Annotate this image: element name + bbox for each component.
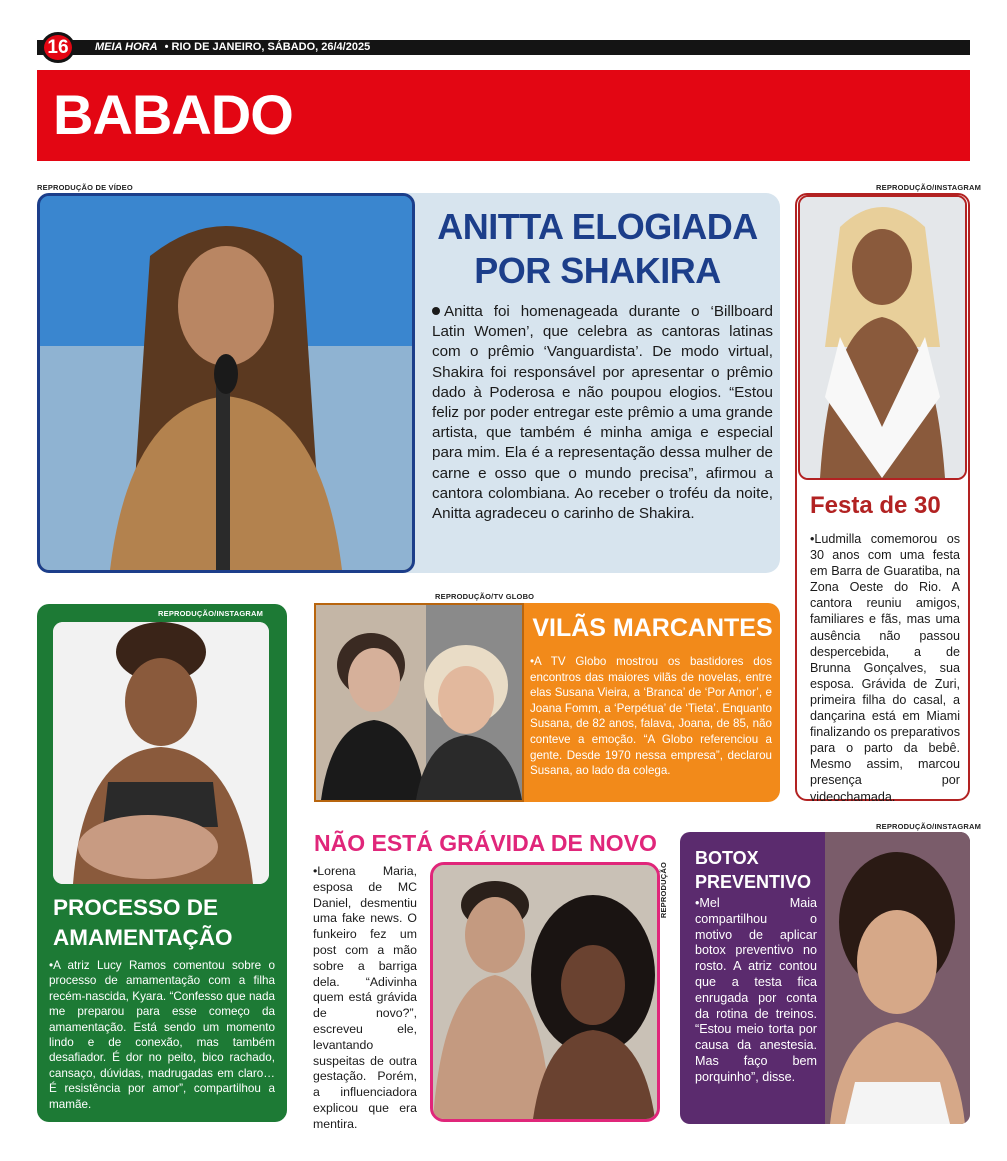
purple-story-photo bbox=[825, 832, 970, 1124]
purple-story-headline bbox=[695, 846, 820, 894]
photo-credit-right: REPRODUÇÃO/INSTAGRAM bbox=[876, 183, 982, 192]
green-story-photo bbox=[53, 622, 269, 884]
couple-illustration bbox=[433, 865, 657, 1119]
photo-credit-orange: REPRODUÇÃO/TV GLOBO bbox=[435, 592, 535, 601]
green-story-headline bbox=[53, 893, 283, 953]
headline-line-1: PROCESSO DE bbox=[53, 895, 219, 920]
headline-line-2: PREVENTIVO bbox=[695, 872, 812, 892]
dateline-text: • RIO DE JANEIRO, SÁBADO, 26/4/2025 bbox=[164, 41, 371, 53]
right-story-headline: Festa de 30 bbox=[810, 492, 941, 519]
orange-story-photo bbox=[314, 603, 524, 802]
headline-line-1: BOTOX bbox=[695, 848, 759, 868]
photo-credit-pink: REPRODUÇÃO bbox=[659, 862, 668, 919]
pink-story-body: •Lorena Maria, esposa de MC Daniel, desmentiu uma fake news. O funkeiro fez um post com a mão sobre a barriga dela. “Adivinha quem está grávida de novo?”, escreveu ele, levantando suspeitas de outra gestação. Porém, a influenciadora explicou que era mentira. bbox=[313, 864, 417, 1131]
bullet-icon bbox=[432, 307, 440, 315]
photo-credit-green: REPRODUÇÃO/INSTAGRAM bbox=[158, 609, 264, 618]
actress-selfie-illustration bbox=[825, 832, 970, 1124]
main-story-text: Anitta foi homenageada durante o ‘Billboard Latin Women’, que celebra as cantoras latinas com o prêmio ‘Vanguardista’. De modo virtual, Shakira foi responsável por apresentar o prêmio dado à Poderosa e não poupou elogios. “Estou feliz por poder entregar este prêmio a uma grande artista, que também é minha amiga e especial para mim. Ela é a representação dessa mulher de carne e osso que o mundo precisa”, afirmou a cantora colombiana. Ao receber o troféu da noite, Anitta agradeceu o carinho de Shakira. bbox=[432, 303, 773, 523]
orange-story-headline: VILÃS MARCANTES bbox=[532, 614, 773, 642]
orange-story-body: •A TV Globo mostrou os bastidores dos encontros das maiores vilãs de novelas, entre elas Susana Vieira, a ‘Branca’ de ‘Por Amor’, e Joana Fomm, a ‘Perpétua’ de ‘Tieta’. Enquanto Susana, de 82 anos, falava, Joana, de 85, não conteve a emoção. “A Globo referenciou a gente. Desde 1970 nessa empresa”, declarou Susana, ao lado da colega. bbox=[530, 655, 772, 778]
purple-story-body: •Mel Maia compartilhou o motivo de aplicar botox preventivo no rosto. A atriz contou que a testa fica enrugada por conta da rotina de treinos. “Estou meio torta por causa da anestesia. Mas faço bem porquinho”, disse. bbox=[695, 896, 817, 1084]
main-story-body bbox=[432, 302, 773, 524]
main-story-headline bbox=[420, 205, 775, 293]
right-story-body: •Ludmilla comemorou os 30 anos com uma festa em Barra de Guaratiba, na Zona Oeste do Rio. A cantora reuniu amigos, familiares e fãs, mas uma ausência não passou despercebida, a de Brunna Gonçalves, sua esposa. Grávida de Zuri, primeira filha do casal, a dançarina está em Miami finalizando os preparativos para o parto da bebê. Mesmo assim, marcou presença por videochamada. bbox=[810, 532, 960, 804]
pink-story-photo bbox=[430, 862, 660, 1122]
headline-line-1: ANITTA ELOGIADA bbox=[437, 206, 758, 247]
dateline bbox=[95, 40, 370, 55]
photo-credit-main: REPRODUÇÃO DE VÍDEO bbox=[37, 183, 133, 192]
pink-story-headline: NÃO ESTÁ GRÁVIDA DE NOVO bbox=[314, 830, 657, 856]
portrait-illustration bbox=[800, 197, 965, 478]
green-story-body: •A atriz Lucy Ramos comentou sobre o processo de amamentação com a filha recém-nascida, Kyara. “Confesso que nada me preparou para esse começo da amamentação. Está sendo um momento lindo e de conexão, mas também desafiador. É dor no peito, bico rachado, cansaço, dúvidas, madrugadas em claro… É resistência por amor”, compartilhou a mamãe. bbox=[49, 959, 275, 1111]
two-actresses-illustration bbox=[316, 605, 522, 800]
headline-line-2: AMAMENTAÇÃO bbox=[53, 925, 233, 950]
photo-credit-purple: REPRODUÇÃO/INSTAGRAM bbox=[876, 822, 982, 831]
brand-name: MEIA HORA bbox=[95, 41, 158, 53]
headline-line-2: POR SHAKIRA bbox=[474, 250, 721, 291]
right-story-photo bbox=[798, 195, 967, 480]
mother-baby-illustration bbox=[53, 622, 269, 884]
page-number: 16 bbox=[41, 32, 75, 63]
singer-illustration bbox=[40, 196, 412, 570]
section-title: BABADO bbox=[53, 83, 293, 146]
main-story-photo bbox=[37, 193, 415, 573]
